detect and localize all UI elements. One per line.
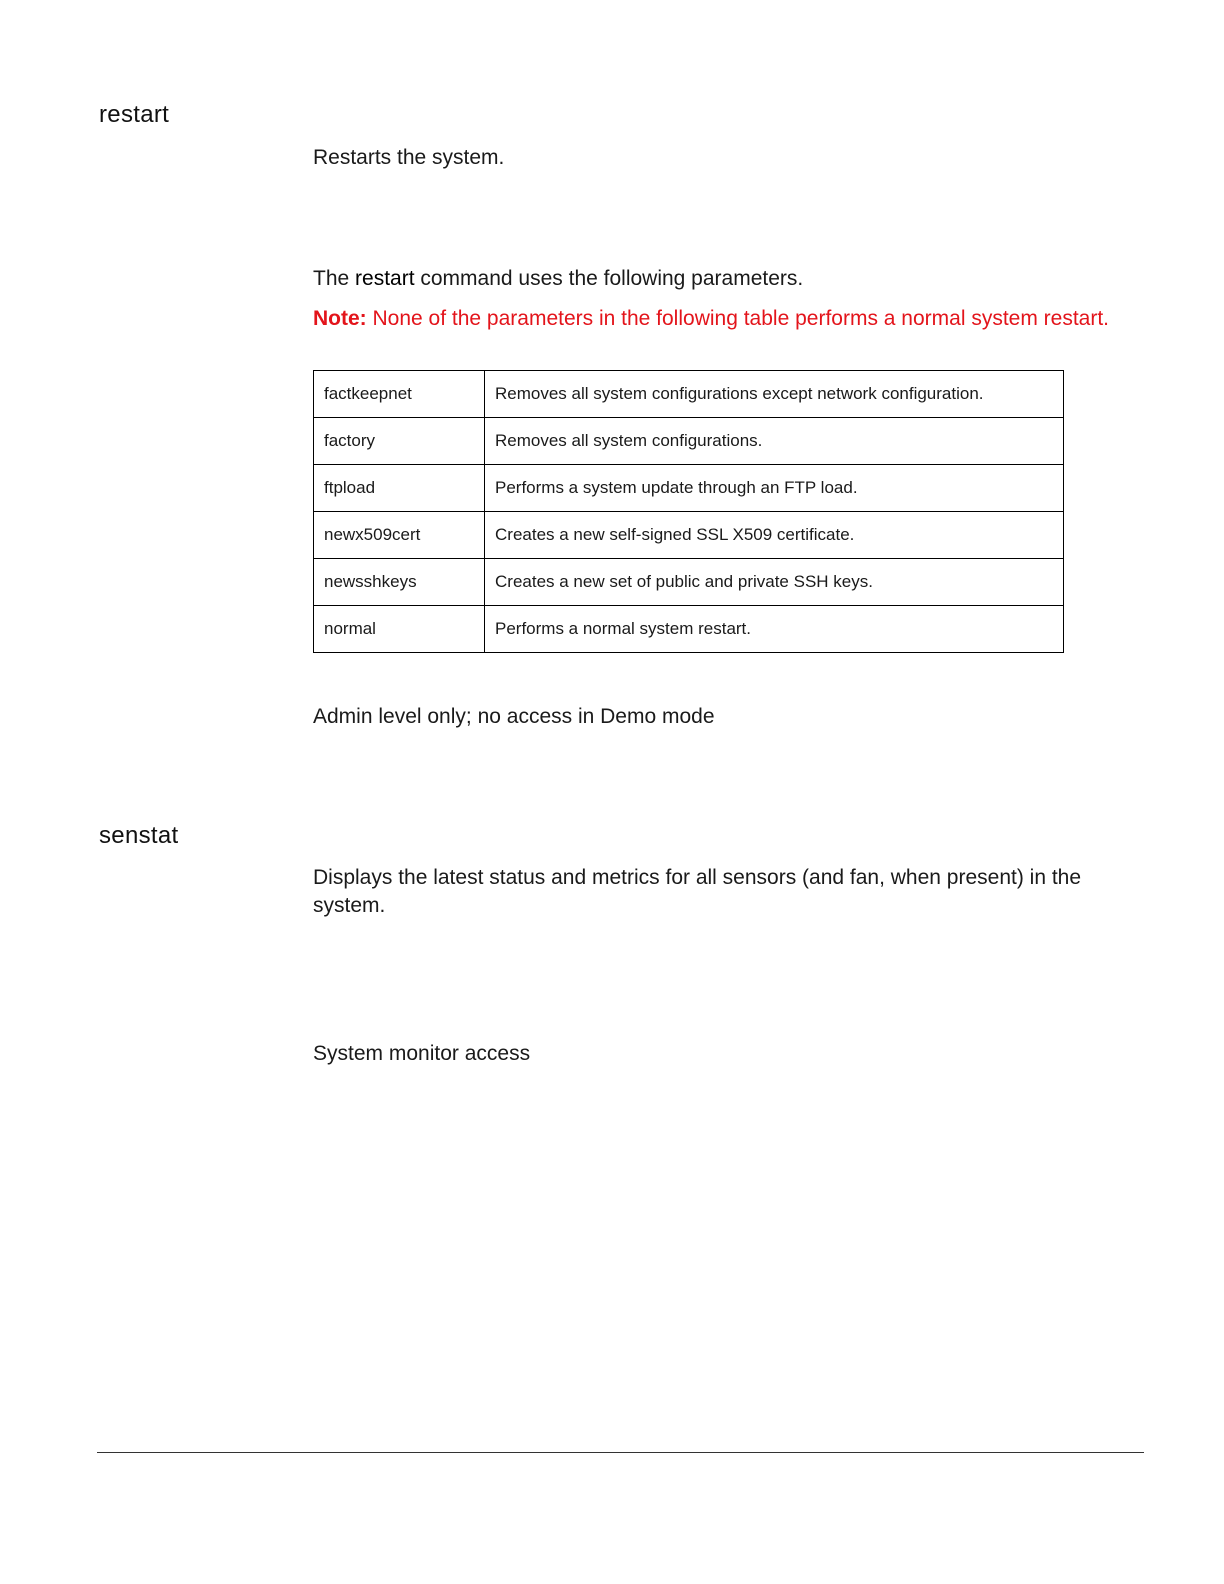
param-name-cell: normal [314,606,485,653]
table-row [314,512,1064,559]
param-name-cell: factkeepnet [314,371,485,418]
restart-parameters-table [313,370,1064,653]
restart-note [313,305,1113,333]
senstat-access: System monitor access [313,1042,531,1065]
footer-divider [97,1452,1144,1453]
table-row [314,559,1064,606]
table-row [314,606,1064,653]
restart-description: Restarts the system. [313,146,505,169]
table-row [314,371,1064,418]
table-row [314,465,1064,512]
restart-params-intro [313,265,1133,293]
params-intro-command: restart [355,267,415,290]
table-row [314,418,1064,465]
param-description-cell: Performs a system update through an FTP load. [485,465,1064,512]
param-name-cell: factory [314,418,485,465]
restart-access: Admin level only; no access in Demo mode [313,705,715,728]
param-description-cell: Creates a new set of public and private SSH keys. [485,559,1064,606]
param-description-cell: Performs a normal system restart. [485,606,1064,653]
param-description-cell: Creates a new self-signed SSL X509 certificate. [485,512,1064,559]
note-label: Note: [313,307,367,330]
param-description-cell: Removes all system configurations except network configuration. [485,371,1064,418]
note-text: None of the parameters in the following table performs a normal system restart. [366,307,1110,330]
senstat-heading: senstat [99,822,179,849]
param-description-cell: Removes all system configurations. [485,418,1064,465]
params-intro-prefix: The [313,267,356,290]
senstat-description: Displays the latest status and metrics for all sensors (and fan, when present) in the system. [313,866,1082,917]
param-name-cell: newx509cert [314,512,485,559]
params-intro-suffix: command uses the following parameters. [414,267,804,290]
param-name-cell: ftpload [314,465,485,512]
param-name-cell: newsshkeys [314,559,485,606]
restart-heading: restart [99,101,170,128]
